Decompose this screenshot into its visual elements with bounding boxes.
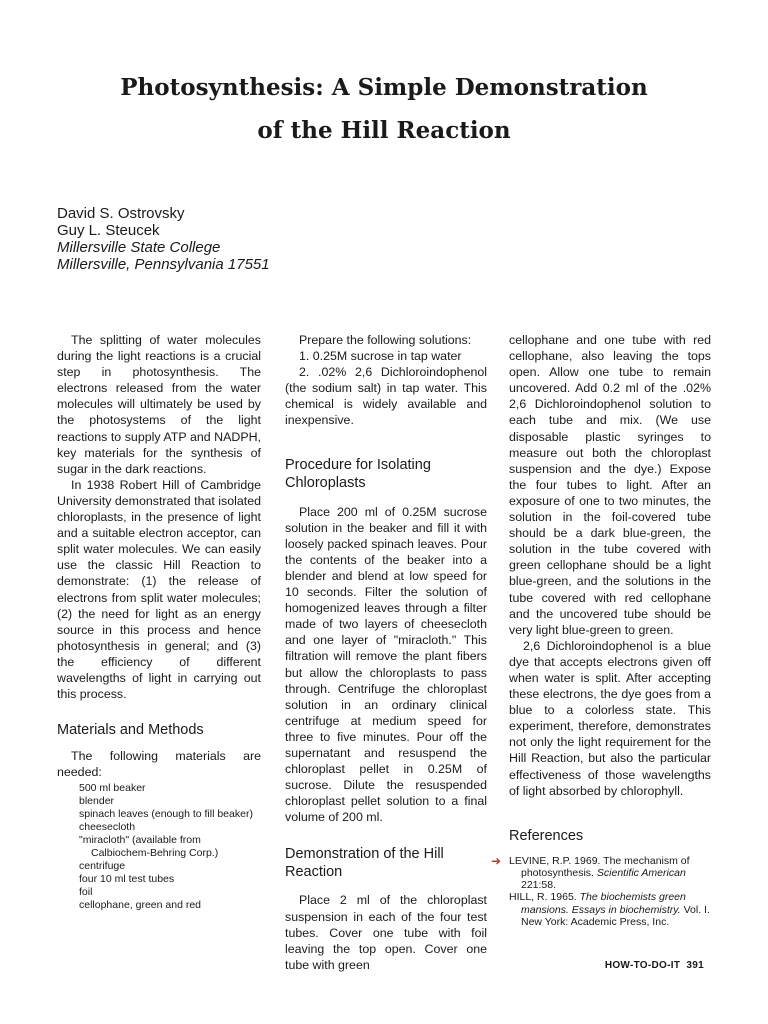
reference-item — [509, 891, 711, 928]
materials-list-item: foil — [79, 886, 93, 899]
intro-paragraph-1: The splitting of water molecules during the light reactions is a crucial step in photosynthesis. The electrons released from the water molecules will ultimately be used by the photosystems of the light reactions to supply ATP and NADPH, key materials for the synthesis of sugar in the dark reactions. — [57, 333, 261, 476]
materials-list-item: cheesecloth — [79, 821, 136, 834]
author-affiliation: Millersville State College — [57, 239, 221, 256]
materials-list-item: cellophane, green and red — [79, 899, 202, 912]
solution-item: 1. 0.25M sucrose in tap water — [299, 349, 462, 364]
column-1 — [57, 332, 261, 912]
author-location: Millersville, Pennsylvania 17551 — [57, 256, 270, 273]
ref1-journal: Scientific American — [596, 866, 686, 879]
references-list — [491, 853, 711, 928]
materials-list-item: four 10 ml test tubes — [79, 873, 175, 886]
author-name-1: David S. Ostrovsky — [57, 205, 185, 222]
column-2 — [285, 332, 487, 973]
materials-list-item: centrifuge — [79, 860, 126, 873]
solutions-intro: Prepare the following solutions: — [299, 333, 472, 347]
explanation-paragraph: 2,6 Dichloroindophenol is a blue dye that accepts electrons given off when water is split. After accepting these electrons, the dye goes from a blue to a colorless state. This experiment, therefore, demonstrates not only the light requirement for the Hill Reaction, but also the particular effectiveness of those wavelengths of light absorbed by chlorophyll. — [509, 638, 711, 798]
intro-paragraph-2: In 1938 Robert Hill of Cambridge University demonstrated that isolated chloroplasts, in the presence of light and a suitable electron acceptor, can split water molecules. We can easily use the classic Hill Reaction to demonstrate: (1) the release of electrons from split water molecules; (2) the need for light as an energy source in this process and hence photosynthesis in general; and (3) the efficiency of different wavelengths of light in carrying out this process. — [57, 477, 261, 702]
ref1-text: LEVINE, R.P. 1969. The mechanism of photosynthesis. — [509, 854, 690, 879]
results-paragraph: cellophane and one tube with red cellophane, also leaving the tops open. Allow one tube to remain uncovered. Add 0.2 ml of the .02% 2,6 Dichloroindophenol solution to each tube and mix. (We use disposable plastic syringes to measure out both the chloroplast suspension and the dye.) Expose the four tubes to light. After an exposure of one to two minutes, the solution in the foil-covered tube should be a dark blue-green, the solution in the tube covered with green cellophane should be a light blue-green, and the solutions in the tube covered with red cellophane and the uncovered tube should be very light blue-green to green. — [509, 333, 711, 637]
column-3 — [491, 332, 711, 928]
demo-heading: Demonstration of the Hill Reaction — [285, 846, 444, 881]
materials-intro: The following materials are needed: — [57, 749, 261, 780]
title-line-2: of the Hill Reaction — [257, 117, 511, 144]
materials-list — [67, 782, 261, 912]
footer-label: HOW-TO-DO-IT — [604, 960, 681, 971]
materials-heading: Materials and Methods — [57, 722, 204, 739]
materials-list-item: 500 ml beaker — [79, 782, 146, 795]
author-name-2: Guy L. Steucek — [57, 222, 160, 239]
solutions-list — [285, 348, 487, 428]
materials-list-item: "miracloth" (available from Calbiochem-Behring Corp.) — [79, 834, 219, 860]
ref2-title: The biochemists green mansions. Essays in biochemistry. — [521, 891, 686, 916]
materials-list-item: blender — [79, 795, 115, 808]
title-line-1: Photosynthesis: A Simple Demonstration — [120, 74, 648, 101]
arrow-icon: ➜ — [491, 853, 502, 868]
procedure-paragraph: Place 200 ml of 0.25M sucrose solution in the beaker and fill it with loosely packed spinach leaves. Pour the contents of the beaker into a blender and blend at low speed for 10 seconds. Filter the solution of homogenized leaves through a filter made of two layers of cheesecloth and one layer of "miracloth." This filtration will remove the plant fibers but allow the chloroplasts to pass through. Centrifuge the chloroplast solution in an ordinary clinical centrifuge at medium speed for three to five minutes. Pour off the supernatant and resuspend the chloroplast pellet in 0.25M of sucrose. Dilute the resuspended chloroplast pellet solution to a final volume of 200 ml. — [285, 504, 487, 825]
ref2-publisher: Vol. I. New York: Academic Press, Inc. — [521, 903, 710, 928]
ref1-pages: 221:58. — [521, 879, 557, 892]
references-heading: References — [509, 827, 584, 844]
reference-item — [491, 853, 711, 892]
page-footer — [605, 960, 704, 971]
ref2-text: HILL, R. 1965. — [509, 891, 577, 904]
materials-list-item: spinach leaves (enough to fill beaker) — [79, 808, 253, 821]
procedure-heading: Procedure for Isolating Chloroplasts — [285, 456, 431, 491]
page-number: 391 — [686, 960, 704, 971]
solution-item: 2. .02% 2,6 Dichloroindophenol (the sodium salt) in tap water. This chemical is widely available and inexpensive. — [285, 365, 487, 428]
author-block — [57, 205, 270, 273]
demo-paragraph: Place 2 ml of the chloroplast suspension in each of the four test tubes. Cover one tube with foil leaving the top open. Cover one tube with green — [285, 893, 487, 972]
